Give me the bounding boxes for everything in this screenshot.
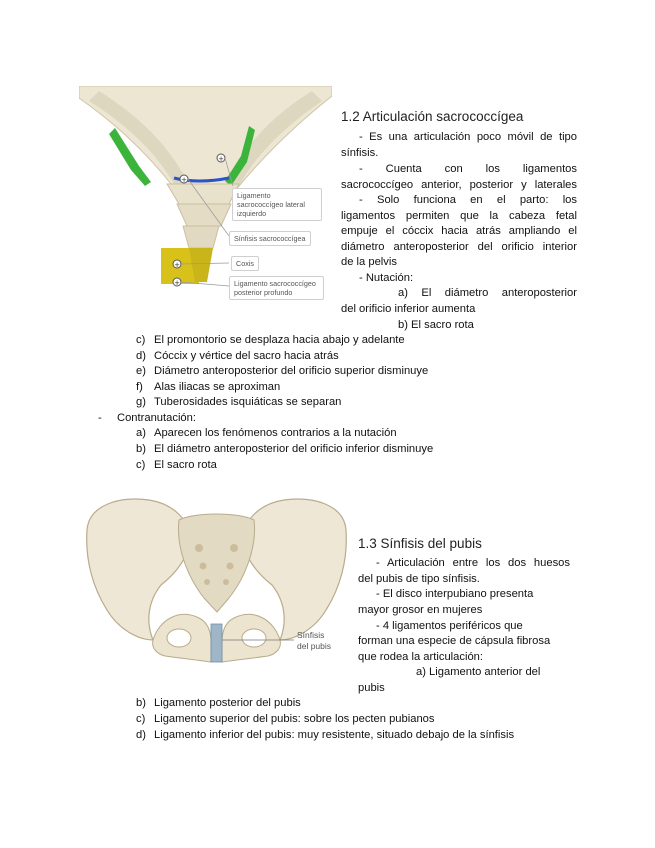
list2-text-c: Ligamento superior del pubis: sobre los pecten pubianos bbox=[154, 713, 435, 725]
list1-text-g: Tuberosidades isquiáticas se separan bbox=[154, 396, 342, 408]
list1-text-d: Cóccix y vértice del sacro hacia atrás bbox=[154, 350, 339, 362]
label-sinfisis-sacrococcigea: Sínfisis sacrococcígea bbox=[229, 231, 311, 246]
label-ligamento-posterior: Ligamento sacrococcígeo posterior profundo bbox=[229, 276, 324, 300]
s2-line-7: que rodea la articulación: bbox=[358, 651, 484, 663]
section-heading-sinfisis: 1.3 Sínfisis del pubis bbox=[358, 536, 482, 551]
list2-marker-c: c) bbox=[136, 713, 146, 725]
s2-line-6: forman una especie de cápsula fibrosa bbox=[358, 635, 551, 647]
s1-line-10: - Nutación: bbox=[359, 272, 414, 284]
s1-line-6: ligamentos permiten que la cabeza fetal bbox=[341, 210, 577, 222]
svg-text:+: + bbox=[174, 279, 180, 287]
s1-line-2: sínfisis. bbox=[341, 147, 379, 159]
s2-line-2: del pubis de tipo sínfisis. bbox=[358, 573, 480, 585]
list2-marker-b: b) bbox=[136, 697, 146, 709]
s2-line-5: - 4 ligamentos periféricos que bbox=[376, 620, 523, 632]
list1-marker-e: e) bbox=[136, 365, 146, 377]
list1-text-e: Diámetro anteroposterior del orificio superior disminuye bbox=[154, 365, 429, 377]
s2-line-3: - El disco interpubiano presenta bbox=[376, 588, 534, 600]
list1-marker-d: d) bbox=[136, 350, 146, 362]
contra-text-c: El sacro rota bbox=[154, 459, 217, 471]
s1-line-11: a) El diámetro anteroposterior bbox=[398, 287, 577, 299]
s1-line-7: empuje el cóccix hacia atrás ampliando el bbox=[341, 225, 577, 237]
svg-text:+: + bbox=[174, 261, 180, 269]
contranutacion-title: Contranutación: bbox=[117, 412, 196, 424]
contra-marker-b: b) bbox=[136, 443, 146, 455]
s1-line-13: b) El sacro rota bbox=[398, 319, 474, 331]
s2-line-8: a) Ligamento anterior del bbox=[416, 666, 541, 678]
s1-line-4: sacrococcígeo anterior, posterior y laterales bbox=[341, 179, 577, 191]
list2-marker-d: d) bbox=[136, 729, 146, 741]
contra-text-b: El diámetro anteroposterior del orificio inferior disminuye bbox=[154, 443, 434, 455]
s2-line-1: - Articulación entre los dos huesos bbox=[376, 557, 570, 569]
sacrococcygeal-figure bbox=[79, 86, 332, 318]
s2-line-4: mayor grosor en mujeres bbox=[358, 604, 483, 616]
pelvis-figure bbox=[79, 490, 354, 676]
s1-line-9: de la pelvis bbox=[341, 256, 397, 268]
s1-line-5: - Solo funciona en el parto: los bbox=[359, 194, 577, 206]
label-sinfisis-pubis-1: Sínfisis bbox=[297, 630, 325, 640]
svg-text:+: + bbox=[218, 155, 224, 163]
contranutacion-marker: - bbox=[98, 412, 102, 424]
contra-marker-a: a) bbox=[136, 427, 146, 439]
list2-text-d: Ligamento inferior del pubis: muy resistente, situado debajo de la sínfisis bbox=[154, 729, 515, 741]
list1-text-c: El promontorio se desplaza hacia abajo y adelante bbox=[154, 334, 405, 346]
s1-line-8: diámetro anteroposterior del orificio interior bbox=[341, 241, 577, 253]
section-heading-sacrococcigea: 1.2 Articulación sacrococcígea bbox=[341, 109, 524, 124]
s1-line-3: - Cuenta con los ligamentos bbox=[359, 163, 577, 175]
s2-line-9: pubis bbox=[358, 682, 385, 694]
svg-text:+: + bbox=[181, 176, 187, 184]
contra-marker-c: c) bbox=[136, 459, 146, 471]
contra-text-a: Aparecen los fenómenos contrarios a la nutación bbox=[154, 427, 397, 439]
list1-marker-f: f) bbox=[136, 381, 143, 393]
label-coxis: Coxis bbox=[231, 256, 259, 271]
s1-line-1: - Es una articulación poco móvil de tipo bbox=[359, 131, 577, 143]
label-ligamento-lateral: Ligamento sacrococcígeo lateral izquierdo bbox=[232, 188, 322, 221]
s1-line-12: del orificio inferior aumenta bbox=[341, 303, 476, 315]
list1-text-f: Alas iliacas se aproximan bbox=[154, 381, 281, 393]
list1-marker-g: g) bbox=[136, 396, 146, 408]
list2-text-b: Ligamento posterior del pubis bbox=[154, 697, 301, 709]
list1-marker-c: c) bbox=[136, 334, 146, 346]
label-sinfisis-pubis-2: del pubis bbox=[297, 641, 332, 651]
